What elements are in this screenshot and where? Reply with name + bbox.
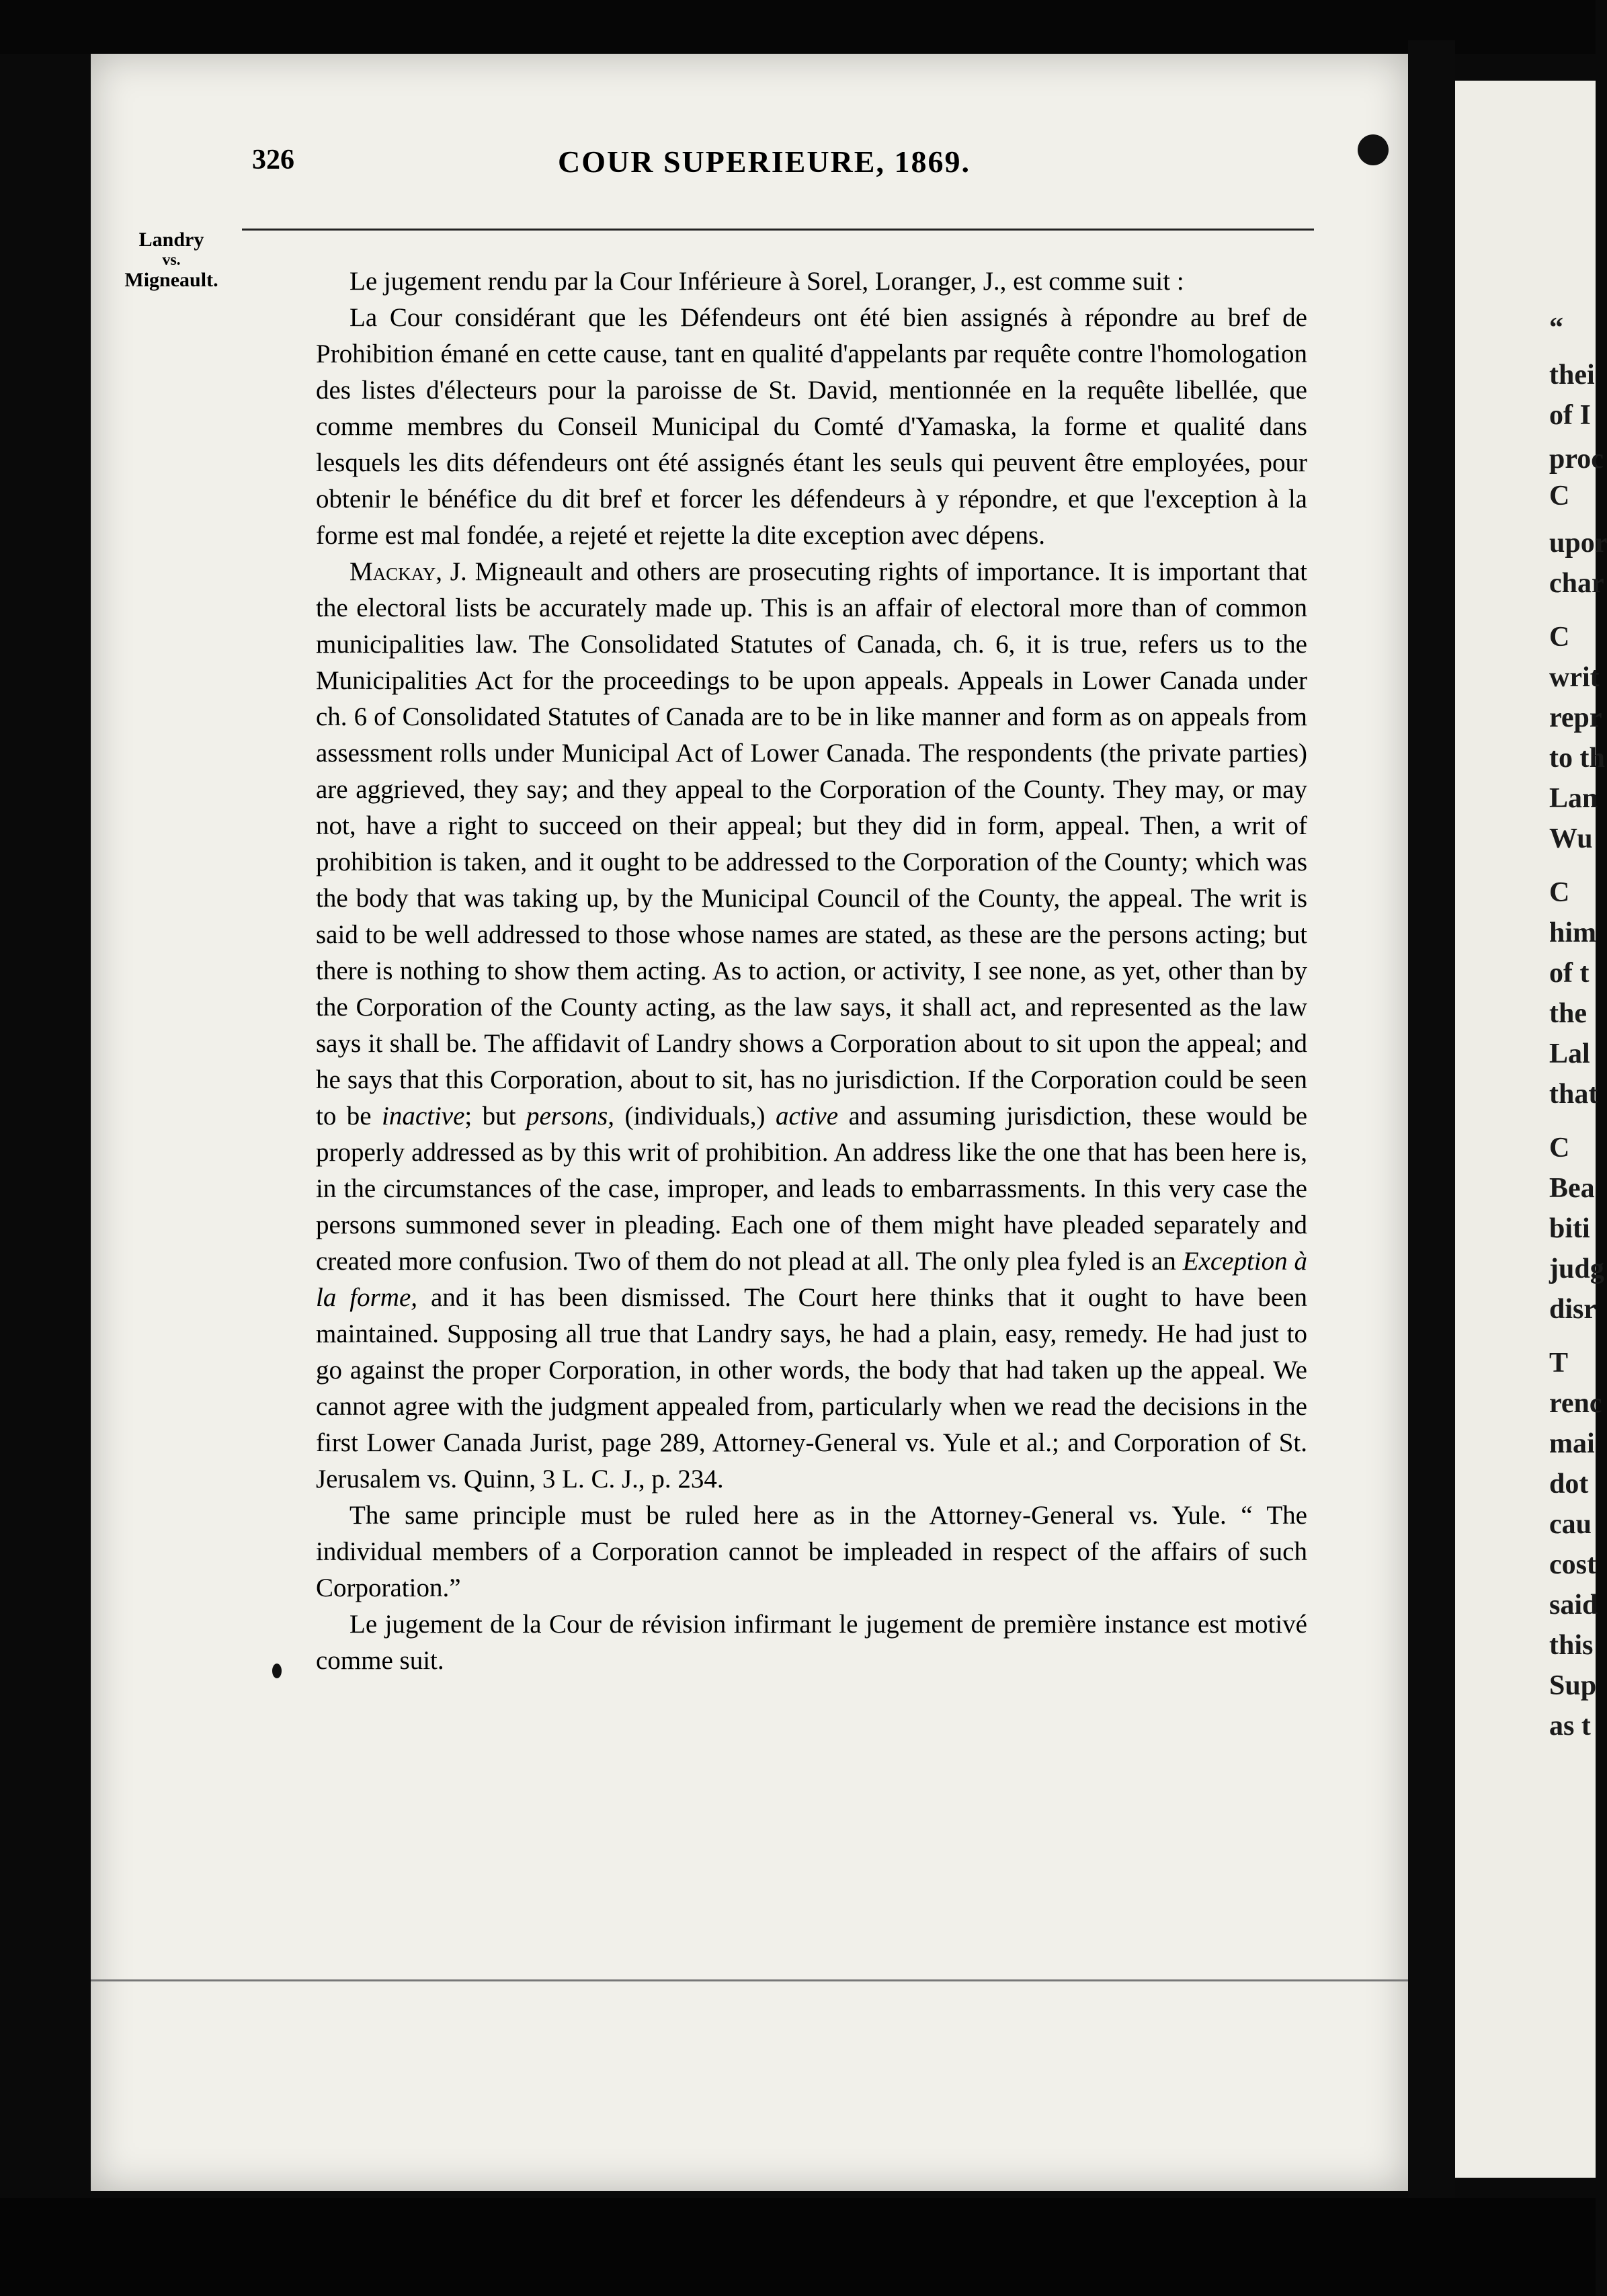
paragraph-revision: Le jugement de la Cour de révision infirmant le jugement de première instance est motivé comme suit. bbox=[316, 1610, 1307, 1675]
paragraph-principle: The same principle must be ruled here as in the Attorney-General vs. Yule. “ The individual members of a Corporation cannot be impleaded in respect of the affairs of such Corporation.” bbox=[316, 1501, 1307, 1602]
judge-name: Mackay, J. bbox=[349, 557, 467, 586]
adjacent-page-fragment: mai bbox=[1549, 1428, 1595, 1459]
adjacent-page-fragment: him bbox=[1549, 917, 1597, 948]
adjacent-page-fragment: judg bbox=[1549, 1254, 1604, 1284]
adjacent-page-fragment: said bbox=[1549, 1590, 1598, 1621]
adjacent-page-fragment: Wu bbox=[1549, 823, 1593, 854]
adjacent-page-fragment: repr bbox=[1549, 702, 1602, 733]
scan-frame-bottom bbox=[0, 2198, 1596, 2296]
bottom-rule bbox=[91, 1979, 1408, 1981]
adjacent-page-fragment: writ bbox=[1549, 662, 1600, 693]
adjacent-page-edge bbox=[1455, 81, 1607, 2178]
opinion-text-d: and assuming jurisdiction, these would be properly addressed as by this writ of prohibition. An address like the one that has been here is, in the circumstances of the case, improper, and leads to embarrassments. In this very case the persons summoned sever in pleading. Each one of them might have pleaded separately and created more confusion. Two of them do not plead at all. The only plea fyled is an bbox=[316, 1102, 1308, 1276]
body-text bbox=[316, 263, 1307, 1679]
margin-note-versus: vs. bbox=[162, 251, 181, 269]
adjacent-page-fragment: char bbox=[1549, 568, 1604, 599]
adjacent-page-fragment: cau bbox=[1549, 1509, 1592, 1540]
adjacent-page-fragment: that bbox=[1549, 1079, 1598, 1110]
opinion-text-a: Migneault and others are prosecuting rights of importance. It is important that the electoral lists be accurately made up. This is an affair of electoral more than of common municipalities law. The Consolidated Statutes of Canada, ch. 6, it is true, refers us to the Municipalities Act for the proceedings to be upon appeals. Appeals in Lower Canada under ch. 6 of Consolidated Statutes of Canada are to be in like manner and form as on appeals from assessment rolls under Municipal Act of Lower Canada. The respondents (the private parties) are aggrieved, they say; and they appeal to the Corporation of the County. They may, or may not, have a right to succeed on their appeal; but they did in form, appeal. Then, a writ of prohibition is taken, and it ought to be addressed to the Corporation of the County; which was the body that was taking up, by the Municipal Council of the County, the appeal. The writ is said to be well addressed to those whose names are stated, as these are the persons acting; but there is nothing to show them acting. As to action, or activity, I see none, as yet, other than by the Corporation of the County acting, as the law says, it shall act, and represented as the law says it shall be. The affidavit of Landry shows a Corporation about to sit upon the appeal; and he says that this Corporation, about to sit, has no jurisdiction. If the Corporation could be seen to be bbox=[316, 557, 1307, 1131]
ink-speck bbox=[1358, 134, 1389, 165]
page-number: 326 bbox=[252, 145, 294, 175]
italic-exception: Exception à la forme, bbox=[316, 1247, 1307, 1312]
adjacent-page-fragment: thei bbox=[1549, 360, 1595, 391]
case-margin-note bbox=[101, 230, 242, 290]
opinion-text-b: ; but bbox=[464, 1102, 516, 1131]
adjacent-page-fragment: C bbox=[1549, 877, 1570, 908]
adjacent-page-fragment: to th bbox=[1549, 743, 1605, 774]
adjacent-page-fragment: biti bbox=[1549, 1213, 1590, 1244]
paragraph-intro: Le jugement rendu par la Cour Inférieure à Sorel, Loranger, J., est comme suit : bbox=[349, 267, 1184, 296]
italic-active: active bbox=[775, 1102, 839, 1131]
adjacent-page-fragment: this bbox=[1549, 1630, 1594, 1661]
adjacent-page-fragment: C bbox=[1549, 1133, 1570, 1163]
ink-speck bbox=[272, 1664, 282, 1678]
adjacent-page-fragment: T bbox=[1549, 1348, 1569, 1379]
italic-inactive: inactive bbox=[381, 1102, 465, 1131]
adjacent-page-fragment: Bea bbox=[1549, 1173, 1595, 1204]
scan-frame-top bbox=[0, 0, 1596, 54]
opinion-text-c: (individuals,) bbox=[624, 1102, 766, 1131]
adjacent-page-fragment: of t bbox=[1549, 958, 1590, 989]
adjacent-page-fragment: C bbox=[1549, 481, 1570, 511]
header-rule bbox=[242, 229, 1314, 231]
adjacent-page-fragment: the bbox=[1549, 998, 1587, 1029]
running-head: COUR SUPERIEURE, 1869. bbox=[558, 145, 971, 179]
adjacent-page-fragment: Lan bbox=[1549, 783, 1598, 814]
margin-note-defendant: Migneault. bbox=[124, 269, 218, 291]
adjacent-page-fragment: C bbox=[1549, 622, 1570, 653]
adjacent-page-fragment: dot bbox=[1549, 1469, 1589, 1500]
paragraph-mackay-opinion bbox=[316, 554, 1307, 1498]
margin-note-plaintiff: Landry bbox=[138, 229, 204, 251]
adjacent-page-fragment: cost bbox=[1549, 1549, 1596, 1580]
adjacent-page-fragment: upor bbox=[1549, 528, 1607, 559]
adjacent-page-fragment: of I bbox=[1549, 400, 1591, 431]
page-gutter bbox=[1408, 40, 1455, 2205]
adjacent-page-fragment: proc bbox=[1549, 444, 1604, 475]
paragraph-lower-court-judgment: La Cour considérant que les Défendeurs ont été bien assignés à répondre au bref de Prohibition émané en cette cause, tant en qualité d'appelants par requête contre l'homologation des listes d'électeurs pour la paroisse de St. David, mentionnée en la requête libellée, que comme membres du Conseil Municipal du Comté d'Yamaska, la forme et qualité dans lesquels les dits défendeurs ont été assignés étant les seuls qui peuvent être employées, pour obtenir le bénéfice du dit bref et forcer les défendeurs à y répondre, et que l'exception à la forme est mal fondée, a rejeté et rejette la dite exception avec dépens. bbox=[316, 303, 1307, 550]
adjacent-page-fragment: Sup bbox=[1549, 1670, 1597, 1701]
adjacent-page-fragment: renc bbox=[1549, 1388, 1602, 1419]
adjacent-page-fragment: disr bbox=[1549, 1294, 1597, 1325]
opinion-text-e: and it has been dismissed. The Court here thinks that it ought to have been maintained. Supposing all true that Landry says, he had a plain, easy, remedy. He had just to go against the proper Corporation, in other words, the body that had taken up the appeal. We cannot agree with the judgment appealed from, particularly when we read the decisions in the first Lower Canada Jurist, page 289, Attorney-General vs. Yule et al.; and Corporation of St. Jerusalem vs. Quinn, 3 L. C. J., p. 234. bbox=[316, 1283, 1308, 1493]
italic-persons: persons, bbox=[526, 1102, 615, 1131]
adjacent-page-fragment: Lal bbox=[1549, 1038, 1590, 1069]
adjacent-page-fragment: “ bbox=[1549, 313, 1563, 343]
adjacent-page-fragment: as t bbox=[1549, 1711, 1591, 1741]
